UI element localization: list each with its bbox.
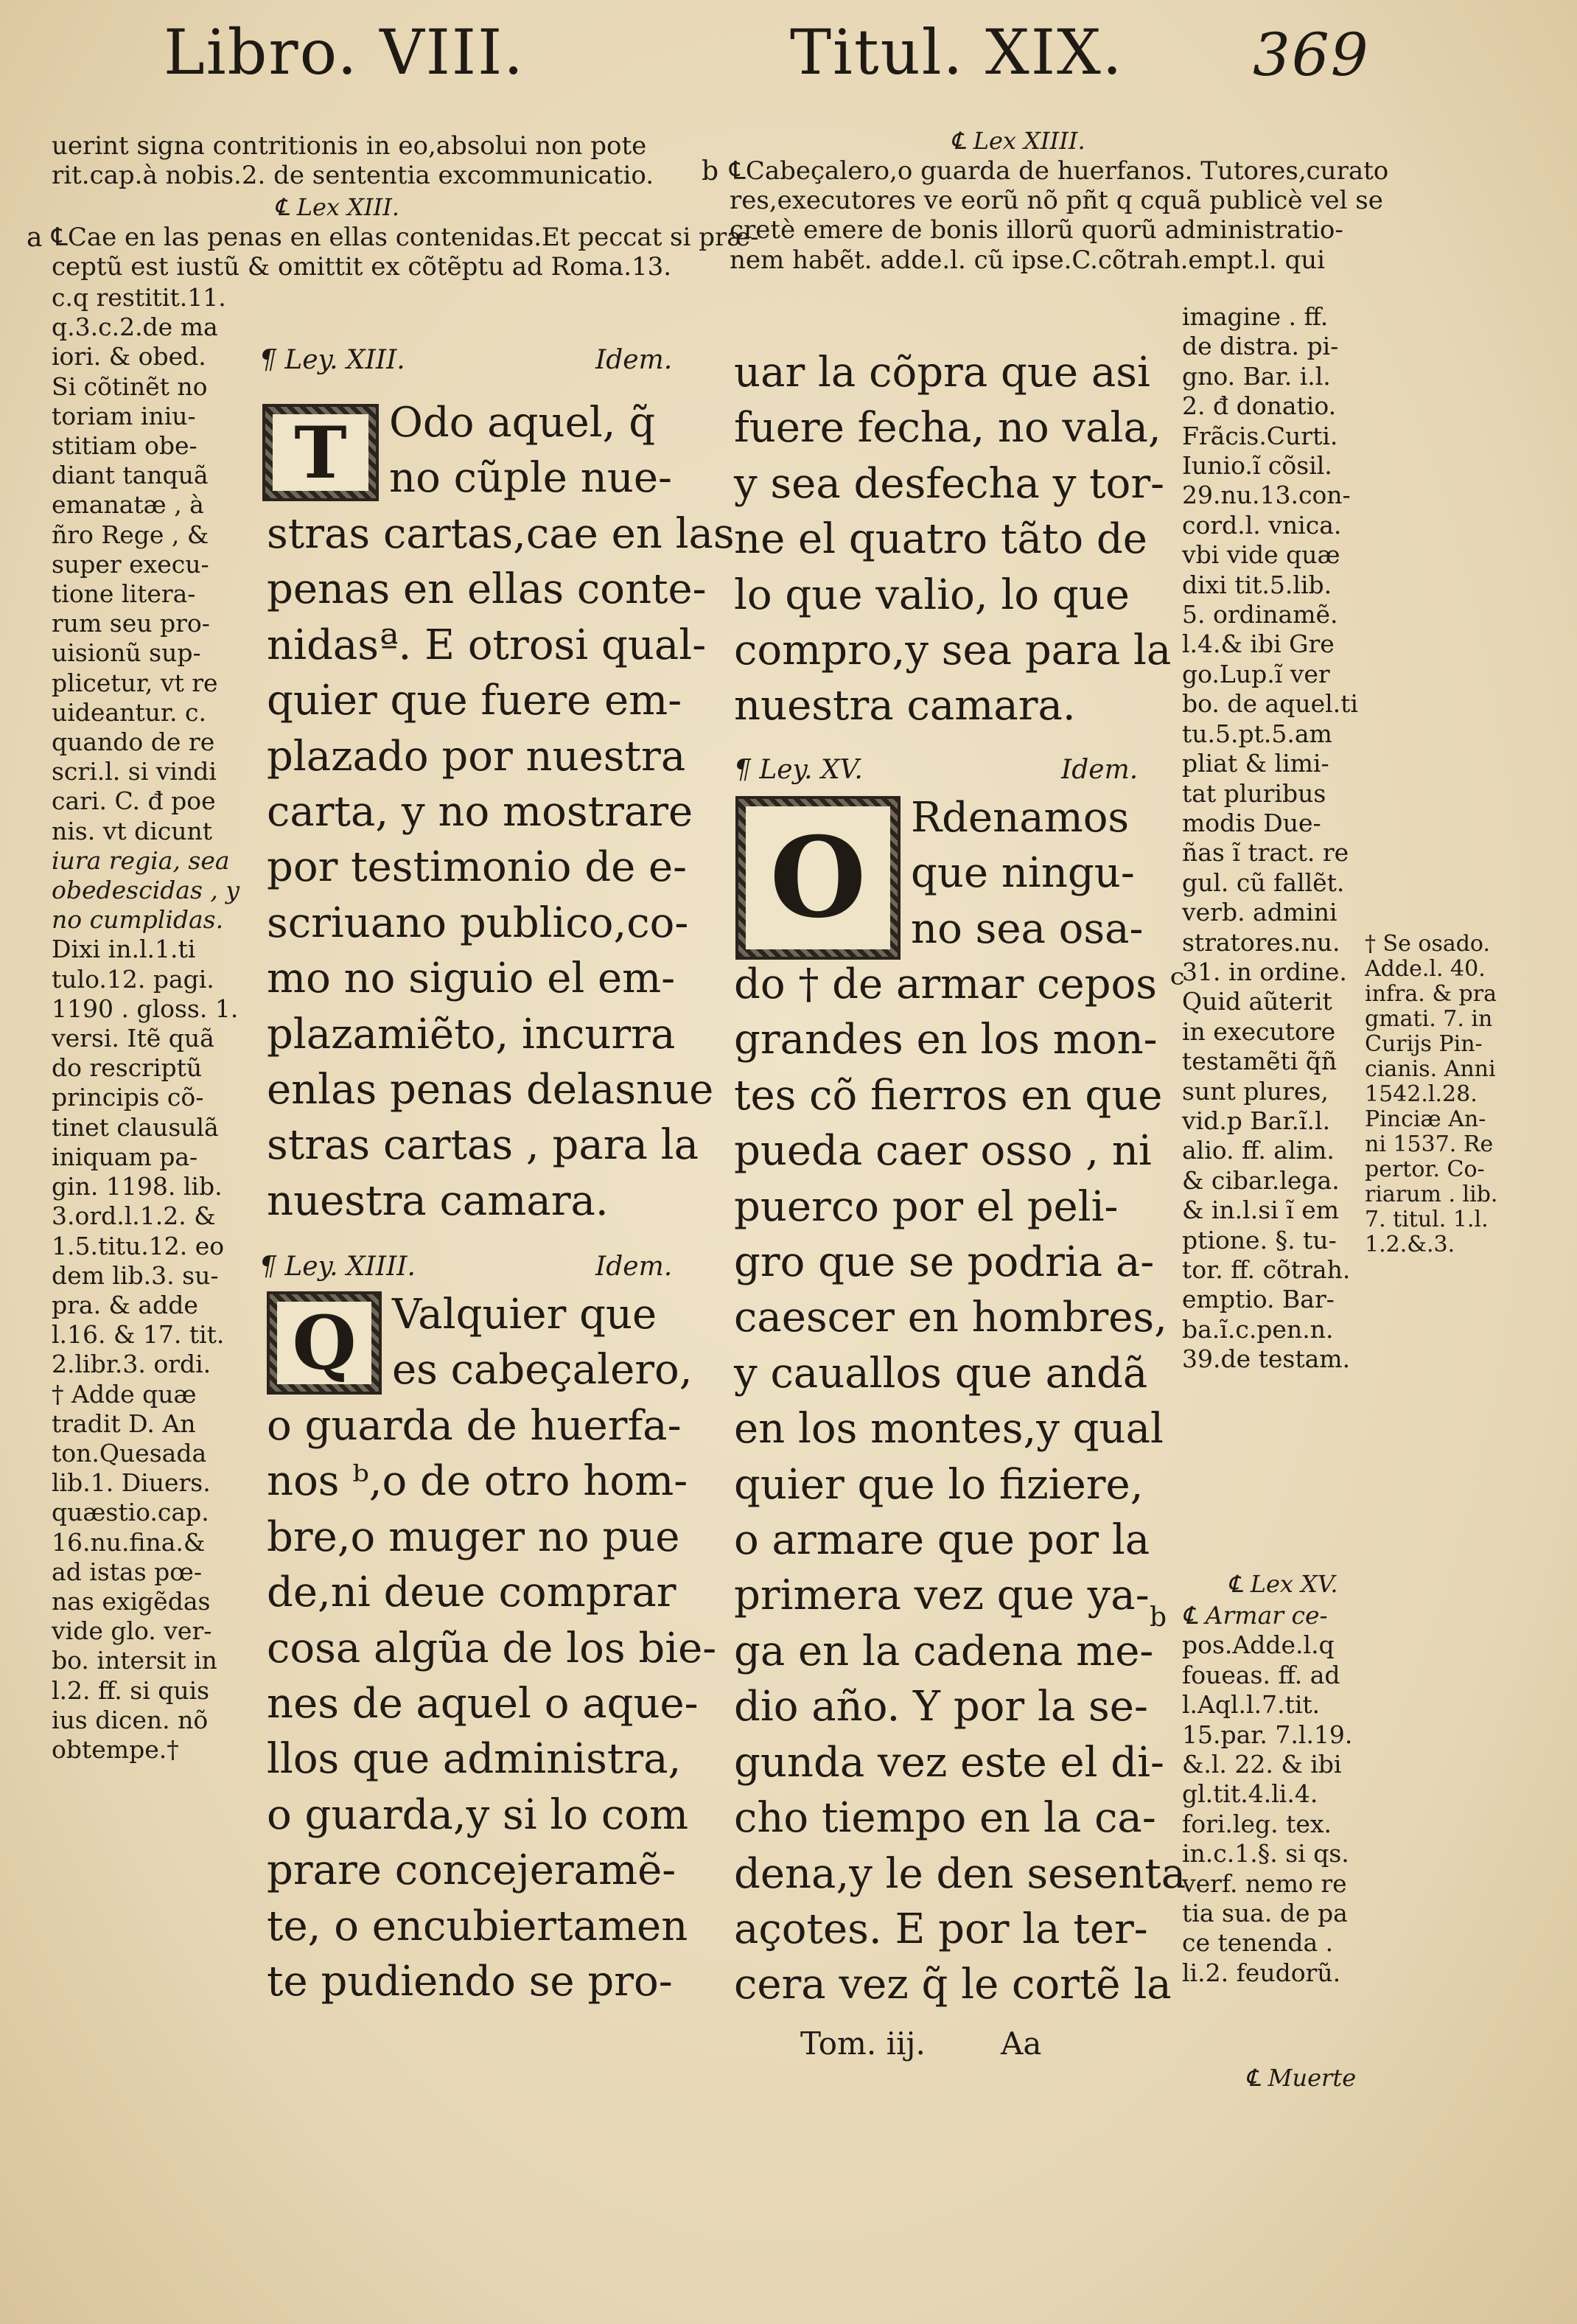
note-line: gl.tit.4.li.4. (1182, 1779, 1318, 1809)
text-line: no sea osa- (911, 904, 1144, 953)
gloss-line: stratores.nu. (1182, 927, 1340, 957)
note-line: l.Aql.l.7.tit. (1182, 1690, 1321, 1720)
ley14-indented-text (392, 1287, 693, 1398)
gloss-line: ba.ĩ.c.pen.n. (1182, 1314, 1334, 1344)
ley15-idem: Idem. (1061, 755, 1139, 785)
text-line: bre,o muger no pue (267, 1512, 680, 1561)
note-line: 1.2.&.3. (1365, 1232, 1455, 1257)
text-line: scriuano publico,co- (267, 898, 689, 947)
note-line: infra. & pra (1365, 981, 1497, 1007)
gloss-line: scri.l. si vindi (52, 757, 217, 786)
gloss-line: diant tanquã (52, 461, 209, 490)
gloss-line: & in.l.si ĩ em (1182, 1196, 1340, 1225)
text-line: enlas penas delasnue (267, 1066, 714, 1114)
page-number: 369 (1253, 21, 1370, 89)
gloss-line: sunt plures, (1182, 1076, 1329, 1106)
gloss-line: l.4.& ibi Gre (1182, 629, 1335, 659)
text-line: nuestra camara. (267, 1176, 609, 1225)
note-line: res,executores ve eorũ nõ pñt q cquã publicè vel se (730, 186, 1383, 216)
lex13-label: ℄ Lex XIII. (274, 193, 399, 221)
note-line: li.2. feudorũ. (1182, 1958, 1341, 1987)
note-line: riarum . lib. (1365, 1182, 1498, 1207)
text-line: plazamiẽto, incurra (267, 1010, 676, 1058)
col2-continuation (734, 345, 1171, 734)
gloss-line: testamẽti q̃ñ (1182, 1047, 1338, 1076)
note-line: 7. titul. 1.l. (1365, 1207, 1489, 1232)
gloss-line: l.2. ff. si quis (52, 1675, 210, 1705)
ley15-label: ¶ Ley. XV. (734, 755, 863, 785)
text-line: Valquier que (392, 1291, 657, 1339)
text-line: stras cartas,cae en las (267, 510, 735, 558)
gloss-line: c.q restitit.11. (52, 283, 226, 312)
note-line: ceptũ est iustũ & omittit ex cõtẽptu ad Roma.13. (52, 252, 672, 282)
gloss-line: Si cõtinẽt no (52, 371, 208, 401)
text-line: quier que fuere em- (267, 677, 682, 725)
note-line: ℄Cae en las penas en ellas contenidas.Et peccat si præ- (52, 223, 759, 252)
gloss-line: iori. & obed. (52, 342, 206, 371)
far-right-note (1365, 932, 1497, 1257)
note-line: 15.par. 7.l.19. (1182, 1720, 1353, 1749)
note-line: rit.cap.à nobis.2. de sententia excommunicatio. (52, 161, 654, 191)
gloss-line: 31. in ordine. (1182, 957, 1347, 986)
ley14-idem: Idem. (595, 1252, 673, 1282)
gloss-line: pra. & adde (52, 1290, 198, 1319)
gloss-line: no cumplidas. (52, 905, 224, 935)
note-line: Pinciæ An- (1365, 1106, 1486, 1132)
left-top-notes (52, 131, 654, 190)
gloss-line: 16.nu.fina.& (52, 1527, 206, 1557)
note-line: &.l. 22. & ibi (1182, 1750, 1342, 1779)
gloss-line: Frãcis.Curti. (1182, 421, 1338, 450)
note-line: ni 1537. Re (1365, 1131, 1494, 1157)
text-line: prare concejeramẽ- (267, 1846, 676, 1895)
gloss-line: ñas ĩ tract. re (1182, 838, 1349, 868)
gloss-line: quæstio.cap. (52, 1498, 209, 1527)
gloss-line: q.3.c.2.de ma (52, 313, 218, 342)
note-line: pos.Adde.l.q (1182, 1630, 1335, 1660)
note-line: ℄Cabeçalero,o guarda de huerfanos. Tutores,curato (730, 156, 1389, 186)
initial-letter: T (273, 414, 368, 491)
note-line: fori.leg. tex. (1182, 1809, 1332, 1838)
gloss-line: uisionũ sup- (52, 638, 201, 668)
ornamental-initial (267, 1291, 382, 1395)
gloss-line: emptio. Bar- (1182, 1285, 1335, 1314)
note-b-letter: b (702, 156, 719, 186)
text-line: açotes. E por la ter- (734, 1905, 1148, 1953)
gloss-line: Iunio.ĩ cõsil. (1182, 451, 1332, 481)
ley15-text (734, 957, 1186, 2013)
ley13-text (267, 506, 735, 1229)
gloss-line: tradit D. An (52, 1409, 196, 1438)
gloss-line: dixi tit.5.lib. (1182, 570, 1332, 599)
text-line: puerco por el peli- (734, 1182, 1119, 1231)
text-line: penas en ellas conte- (267, 565, 707, 614)
gloss-line: tinet clausulã (52, 1112, 219, 1142)
gloss-line: 1190 . gloss. 1. (52, 994, 239, 1023)
text-line: nuestra camara. (734, 682, 1076, 730)
text-line: nidasª. E otrosi qual- (267, 621, 707, 669)
note-line: foueas. ff. ad (1182, 1660, 1340, 1689)
note-line: cianis. Anni (1365, 1056, 1496, 1082)
gloss-line: ton.Quesada (52, 1438, 207, 1468)
note-a-letter: a (27, 223, 43, 253)
gloss-line: tione litera- (52, 579, 196, 609)
gloss-line: imagine . ff. (1182, 302, 1329, 331)
text-line: dena,y le den sesenta (734, 1849, 1186, 1898)
ley14-label: ¶ Ley. XIIII. (259, 1252, 416, 1282)
gloss-line: lib.1. Diuers. (52, 1468, 211, 1498)
gloss-line: tu.5.pt.5.am (1182, 719, 1332, 748)
gloss-line: tor. ff. cõtrah. (1182, 1255, 1351, 1284)
gloss-line: toriam iniu- (52, 401, 196, 430)
text-line: do † de armar cepos ᶜ (734, 960, 1185, 1008)
gloss-line: cord.l. vnica. (1182, 510, 1342, 540)
gloss-line: obedescidas , y (52, 876, 239, 905)
signature-mark: Aa (1001, 2025, 1042, 2062)
text-line: de,ni deue comprar (267, 1568, 676, 1617)
note-line: † Se osado. (1365, 931, 1490, 957)
text-line: nes de aquel o aque- (267, 1680, 699, 1728)
gloss-line: Dixi in.l.1.ti (52, 935, 196, 964)
left-margin-gloss (52, 283, 239, 1765)
note-line: 1542.l.28. (1365, 1081, 1478, 1107)
text-line: cosa algũa de los bie- (267, 1624, 717, 1672)
ley13-idem: Idem. (595, 345, 673, 375)
text-line: cho tiempo en la ca- (734, 1794, 1156, 1843)
note-line: Adde.l. 40. (1365, 956, 1486, 982)
text-line: stras cartas , para la (267, 1121, 699, 1170)
text-line: carta, y no mostrare (267, 788, 693, 837)
gloss-line: vid.p Bar.ĩ.l. (1182, 1106, 1331, 1135)
gloss-line: iniquam pa- (52, 1142, 198, 1171)
gloss-line: & cibar.lega. (1182, 1165, 1340, 1195)
gloss-line: stitiam obe- (52, 431, 197, 461)
text-line: o guarda de huerfa- (267, 1402, 682, 1450)
gloss-line: vbi vide quæ (1182, 540, 1340, 570)
gloss-line: gul. cũ fallẽt. (1182, 868, 1345, 897)
gloss-line: principis cõ- (52, 1083, 204, 1112)
gloss-line: gno. Bar. i.l. (1182, 361, 1331, 391)
gloss-line: go.Lup.ĩ ver (1182, 659, 1330, 688)
gloss-line: † Adde quæ (52, 1379, 197, 1409)
gloss-line: 5. ordinamẽ. (1182, 600, 1338, 629)
text-line: que ningu- (911, 849, 1135, 898)
text-line: compro,y sea para la (734, 627, 1172, 675)
gloss-line: bo. de aquel.ti (1182, 689, 1358, 719)
text-line: cera vez q̃ le cortẽ la (734, 1961, 1172, 2009)
note-line: tia sua. de pa (1182, 1899, 1348, 1928)
text-line: te, o encubiertamen (267, 1902, 688, 1950)
text-line: y sea desfecha y tor- (734, 459, 1165, 508)
note-line: ℄ Armar ce- (1182, 1601, 1328, 1630)
text-line: plazado por nuestra (267, 732, 686, 781)
note-line: nem habẽt. adde.l. cũ ipse.C.cõtrah.empt.l. qui (730, 245, 1326, 275)
gloss-line: cari. C. đ poe (52, 786, 216, 816)
gloss-line: ius dicen. nõ (52, 1705, 209, 1734)
gloss-line: nis. vt dicunt (52, 816, 213, 845)
gloss-line: versi. Itẽ quã (52, 1024, 214, 1053)
gloss-line: verb. admini (1182, 898, 1338, 927)
text-line: en los montes,y qual (734, 1405, 1164, 1454)
note-line: cretè emere de bonis illorũ quorũ administratio- (730, 215, 1343, 245)
gloss-line: 2. đ donatio. (1182, 391, 1337, 421)
text-line: llos que administra, (267, 1735, 682, 1784)
initial-letter: Q (277, 1302, 371, 1384)
note-line: pertor. Co- (1365, 1156, 1485, 1182)
note-b-letter: b (1150, 1602, 1167, 1633)
gloss-line: do rescriptũ (52, 1053, 203, 1083)
text-line: lo que valio, lo que (734, 570, 1130, 619)
gloss-line: rum seu pro- (52, 609, 210, 638)
text-line: caescer en hombres, (734, 1294, 1167, 1342)
gloss-line: tulo.12. pagi. (52, 964, 214, 994)
gloss-line: alio. ff. alim. (1182, 1136, 1335, 1165)
gloss-line: bo. intersit in (52, 1646, 217, 1675)
text-line: ne el quatro tãto de (734, 515, 1147, 564)
text-line: grandes en los mon- (734, 1016, 1158, 1064)
ley13-indented-text (389, 395, 672, 506)
gloss-line: ñro Rege , & (52, 520, 209, 549)
text-line: gro que se podria a- (734, 1238, 1155, 1287)
gloss-line: nas exigẽdas (52, 1586, 211, 1616)
gloss-line: in executore (1182, 1016, 1336, 1046)
text-line: Rdenamos (911, 794, 1130, 842)
gloss-line: plicetur, vt re (52, 668, 218, 697)
text-line: quier que lo fiziere, (734, 1460, 1144, 1509)
gloss-line: 1.5.titu.12. eo (52, 1231, 225, 1260)
note-line: uerint signa contritionis in eo,absolui non pote (52, 131, 647, 161)
note-line: Curijs Pin- (1365, 1031, 1483, 1057)
gloss-line: de distra. pi- (1182, 332, 1339, 361)
note-line: ce tenenda . (1182, 1928, 1334, 1958)
note-line: in.c.1.§. si qs. (1182, 1839, 1349, 1868)
text-line: pueda caer osso , ni (734, 1127, 1152, 1176)
gloss-line: ad istas pœ- (52, 1557, 203, 1586)
ornamental-initial (262, 404, 379, 501)
gloss-line: 39.de testam. (1182, 1344, 1351, 1374)
text-line: o armare que por la (734, 1516, 1150, 1565)
gloss-line: quando de re (52, 727, 215, 757)
note-line: verf. nemo re (1182, 1868, 1347, 1898)
gloss-line: Quid aũterit (1182, 987, 1332, 1016)
volume-label: Tom. iij. (800, 2025, 926, 2062)
text-line: uar la cõpra que asi (734, 349, 1150, 397)
text-line: dio año. Y por la se- (734, 1683, 1148, 1731)
ley13-label: ¶ Ley. XIII. (259, 345, 405, 375)
gloss-line: 29.nu.13.con- (1182, 481, 1351, 510)
gloss-line: ptione. §. tu- (1182, 1225, 1337, 1255)
gloss-line: gin. 1198. lib. (52, 1172, 223, 1201)
gloss-line: tat pluribus (1182, 778, 1326, 808)
gloss-line: 2.libr.3. ordi. (52, 1350, 211, 1379)
text-line: nos ᵇ,o de otro hom- (267, 1457, 688, 1506)
text-line: fuere fecha, no vala, (734, 404, 1161, 453)
gloss-line: dem lib.3. su- (52, 1260, 219, 1290)
text-line: mo no siguio el em- (267, 955, 676, 1003)
gloss-line: emanatæ , à (52, 490, 204, 520)
text-line: y cauallos que andã (734, 1349, 1148, 1397)
text-line: ga en la cadena me- (734, 1627, 1154, 1675)
lex14-label: ℄ Lex XIIII. (951, 127, 1085, 155)
gloss-line: 3.ord.l.1.2. & (52, 1201, 216, 1231)
text-line: por testimonio de e- (267, 843, 688, 892)
right-margin-gloss (1182, 302, 1358, 1375)
gloss-line: modis Due- (1182, 808, 1321, 837)
gloss-line: obtempe.† (52, 1734, 179, 1764)
lex15-note (1182, 1601, 1352, 1988)
gloss-line: super execu- (52, 549, 209, 579)
text-line: es cabeçalero, (392, 1346, 693, 1395)
gloss-line: uideantur. c. (52, 697, 207, 727)
text-line: no cũple nue- (389, 454, 672, 503)
running-head-book: Libro. VIII. (164, 16, 525, 88)
gloss-line: pliat & limi- (1182, 749, 1329, 778)
note-b (730, 156, 1388, 275)
gloss-line: iura regia, sea (52, 845, 230, 875)
catchword: ℄ Muerte (1245, 2064, 1357, 2092)
text-line: o guarda,y si lo com (267, 1790, 689, 1839)
ley14-text (267, 1398, 716, 2009)
text-line: gunda vez este el di- (734, 1738, 1164, 1787)
ley15-indented-text (911, 790, 1143, 957)
note-line: gmati. 7. in (1365, 1006, 1493, 1032)
ornamental-initial (735, 796, 901, 960)
text-line: tes cõ fierros en que (734, 1071, 1163, 1120)
gloss-line: l.16. & 17. tit. (52, 1320, 225, 1350)
initial-letter: O (746, 806, 890, 949)
gloss-line: vide glo. ver- (52, 1616, 212, 1646)
running-head-title: Titul. XIX. (790, 16, 1124, 88)
text-line: te pudiendo se pro- (267, 1958, 673, 2006)
text-line: primera vez que ya- (734, 1571, 1150, 1620)
lex15-label: ℄ Lex XV. (1228, 1570, 1338, 1598)
text-line: Odo aquel, q̃ (389, 399, 656, 447)
note-a (52, 223, 759, 282)
